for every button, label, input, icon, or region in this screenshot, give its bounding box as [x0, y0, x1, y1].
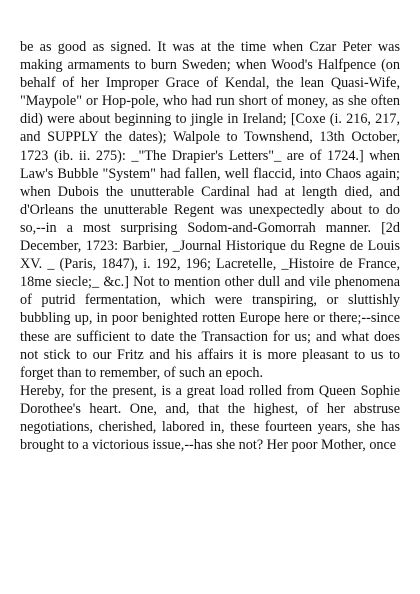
body-paragraph: be as good as signed. It was at the time when Czar Peter was making armaments to burn Sweden; when Wood's Halfpence (on behalf of her Improper Grace of Kendal, the lean Quasi-Wife, "Maypole" or Hop-pole, who had run short of money, as she often did) were about beginning to jingle in Ireland; [Coxe (i. 216, 217, and SUPPLY the dates); Walpole to Townshend, 13th October, 1723 (ib. ii. 275): _"The Drapier's Letters"_ are of 1724.] when Law's Bubble "System" had fallen, well flaccid, into Chaos again; when Dubois the unutterable Cardinal had at length died, and d'Orleans the unutterable Regent was unexpectedly about to do so,--in a most surprising Sodom-and-Gomorrah manner. [2d December, 1723: Barbier, _Journal Historique du Regne de Louis XV. _ (Paris, 1847), i. 192, 196; Lacretelle, _Histoire de France, 18me siecle;_ &c.] Not to mention other dull and vile phenomena of putrid fermentation, which were transpiring, or sluttishly bubbling up, in poor benighted rotten Europe here or there;--since these are sufficient to date the Transaction for us; and what does not stick to our Fritz and his affairs it is more pleasant to us to forget than to remember, of such an epoch.	[20, 39, 400, 381]
document-page	[20, 38, 400, 454]
body-paragraph: Hereby, for the present, is a great load rolled from Queen Sophie Dorothee's heart. One, and, that the highest, of her abstruse negotiations, cherished, labored in, these fourteen years, she has brought to a victorious issue,--has she not? Her poor Mother, once	[20, 382, 400, 454]
